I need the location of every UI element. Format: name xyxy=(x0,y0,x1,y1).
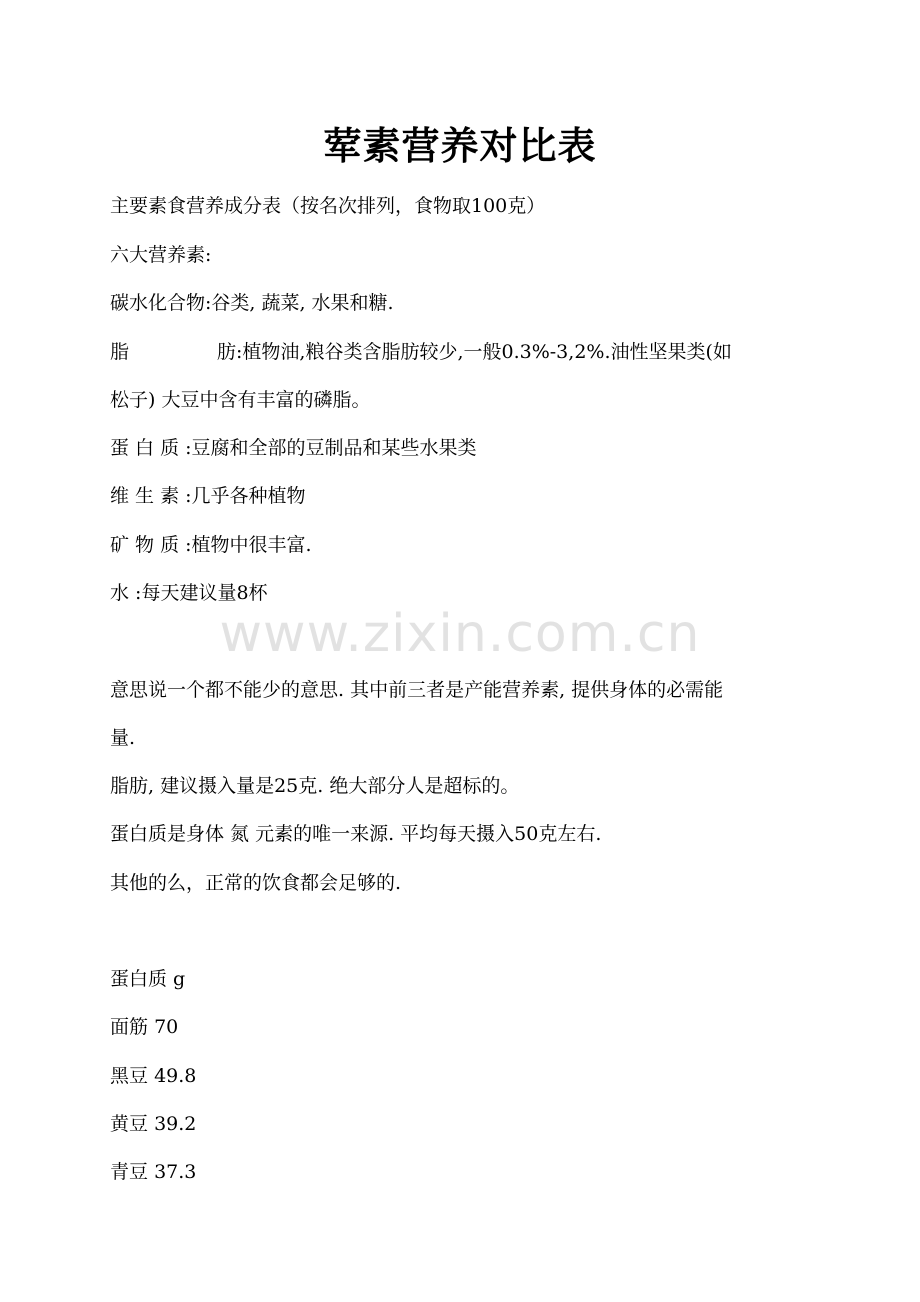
meaning-line: 意思说一个都不能少的意思. 其中前三者是产能营养素, 提供身体的必需能 xyxy=(110,679,724,701)
watermark: www.zixin.com.cn xyxy=(219,604,701,664)
protein-value: 37.3 xyxy=(154,1161,197,1183)
page-title: 荤素营养对比表 xyxy=(323,124,597,168)
protein-table-heading: 蛋白质 g xyxy=(110,968,186,990)
list-item xyxy=(110,1158,815,1186)
fat-line-continued: 松子) 大豆中含有丰富的磷脂。 xyxy=(110,389,371,411)
food-name: 黑豆 xyxy=(110,1065,149,1087)
protein-line: 蛋 白 质 :豆腐和全部的豆制品和某些水果类 xyxy=(110,437,477,459)
fat-description: 肪:植物油,粮谷类含脂肪较少,一般0.3%-3,2%.油性坚果类(如 xyxy=(217,341,732,363)
water-line: 水 :每天建议量8杯 xyxy=(110,582,268,604)
vitamin-line: 维 生 素 :几乎各种植物 xyxy=(110,485,306,507)
six-nutrients-heading: 六大营养素: xyxy=(110,244,212,266)
carbs-line: 碳水化合物:谷类, 蔬菜, 水果和糖. xyxy=(110,292,394,314)
fat-line xyxy=(110,338,815,366)
intro-text: 主要素食营养成分表（按名次排列，食物取100克） xyxy=(110,195,546,217)
food-name: 面筋 xyxy=(110,1016,149,1038)
protein-advice: 蛋白质是身体 氮 元素的唯一来源. 平均每天摄入50克左右. xyxy=(110,823,602,845)
list-item xyxy=(110,1013,815,1041)
protein-value: 70 xyxy=(154,1016,179,1038)
list-item xyxy=(110,1110,815,1138)
food-name: 青豆 xyxy=(110,1161,149,1183)
protein-value: 49.8 xyxy=(154,1065,197,1087)
food-name: 黄豆 xyxy=(110,1113,149,1135)
mineral-line: 矿 物 质 :植物中很丰富. xyxy=(110,534,312,556)
others-advice: 其他的么，正常的饮食都会足够的. xyxy=(110,872,402,894)
fat-advice: 脂肪, 建议摄入量是25克. 绝大部分人是超标的。 xyxy=(110,775,520,797)
protein-value: 39.2 xyxy=(154,1113,197,1135)
meaning-line-continued: 量. xyxy=(110,727,136,749)
list-item xyxy=(110,1062,815,1090)
fat-label: 脂 xyxy=(110,341,130,363)
